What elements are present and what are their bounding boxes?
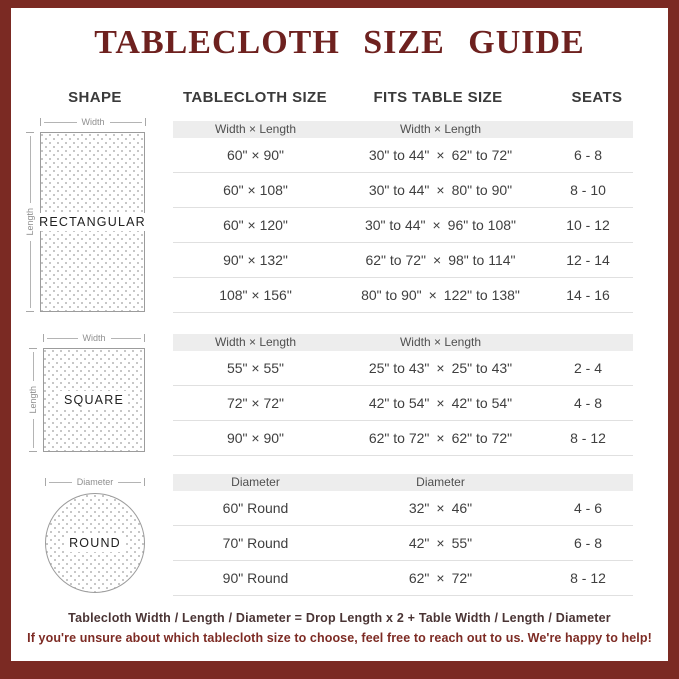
fits-table-size-cell: 32" × 46"	[408, 500, 473, 516]
tablecloth-size-cell: 72" × 72"	[226, 395, 285, 411]
square-length-dimension	[28, 348, 38, 452]
round-size-table	[173, 474, 633, 596]
dimension-tick	[29, 348, 37, 349]
tablecloth-size-cell: 55" × 55"	[226, 360, 285, 376]
fits-table-size-cell: 30" to 44" × 62" to 72"	[368, 147, 513, 163]
tablecloth-size-cell: 108" × 156"	[219, 287, 292, 303]
seats-cell: 8 - 12	[570, 430, 606, 446]
seats-cell: 6 - 8	[573, 535, 602, 551]
fits-table-size-subheader: Width × Length	[399, 122, 482, 136]
rectangular-size-table	[173, 121, 633, 313]
tablecloth-size-cell: 60" Round	[222, 500, 289, 516]
dimension-line	[47, 338, 78, 339]
length-dimension-label: Length	[25, 208, 35, 236]
table-row	[173, 421, 633, 456]
column-header-shape: SHAPE	[68, 89, 122, 106]
dimension-tick	[40, 118, 41, 126]
dimension-line	[111, 338, 142, 339]
dimension-line	[33, 419, 34, 448]
dimension-line	[30, 136, 31, 203]
square-size-table	[173, 334, 633, 456]
dimension-line	[44, 122, 77, 123]
column-header-seats: SEATS	[571, 89, 623, 106]
rectangular-length-dimension	[25, 132, 35, 312]
dimension-line	[118, 482, 141, 483]
table-header-band	[173, 121, 633, 138]
square-width-dimension	[43, 333, 145, 343]
round-shape-label: ROUND	[65, 534, 125, 552]
table-row	[173, 138, 633, 173]
seats-cell: 4 - 8	[573, 395, 602, 411]
dimension-tick	[26, 311, 34, 312]
tablecloth-size-cell: 90" Round	[222, 570, 289, 586]
rectangular-width-dimension	[40, 117, 146, 127]
dimension-tick	[145, 118, 146, 126]
length-dimension-label: Length	[28, 386, 38, 414]
table-header-band	[173, 474, 633, 491]
dimension-tick	[144, 334, 145, 342]
rectangular-shape-label: RECTANGULAR	[35, 213, 150, 231]
help-note-text: If you're unsure about which tablecloth size to choose, feel free to reach out to us. We're happy to help!	[27, 631, 652, 645]
table-row	[173, 386, 633, 421]
dimension-line	[33, 352, 34, 381]
tablecloth-size-cell: 90" × 132"	[223, 252, 288, 268]
tablecloth-size-subheader: Width × Length	[214, 335, 297, 349]
dimension-line	[110, 122, 143, 123]
seats-cell: 2 - 4	[573, 360, 602, 376]
seats-cell: 4 - 6	[573, 500, 602, 516]
sizing-formula-text: Tablecloth Width / Length / Diameter = Drop Length x 2 + Table Width / Length / Diameter	[68, 611, 611, 625]
seats-cell: 12 - 14	[566, 252, 610, 268]
table-row	[173, 526, 633, 561]
tablecloth-size-cell: 60" × 120"	[223, 217, 288, 233]
table-row	[173, 243, 633, 278]
dimension-tick	[45, 478, 46, 486]
square-shape-label: SQUARE	[60, 391, 128, 409]
table-header-band	[173, 334, 633, 351]
table-row	[173, 278, 633, 313]
fits-table-size-cell: 62" to 72" × 62" to 72"	[368, 430, 513, 446]
table-row	[173, 173, 633, 208]
fits-table-size-cell: 30" to 44" × 96" to 108"	[364, 217, 517, 233]
width-dimension-label: Width	[81, 117, 105, 127]
dimension-tick	[144, 478, 145, 486]
fits-table-size-cell: 42" × 55"	[408, 535, 473, 551]
round-shape-diagram	[45, 493, 145, 593]
tablecloth-size-subheader: Diameter	[231, 475, 280, 489]
tablecloth-size-subheader: Width × Length	[214, 122, 297, 136]
table-row	[173, 491, 633, 526]
round-diameter-dimension	[45, 477, 145, 487]
tablecloth-size-cell: 60" × 108"	[223, 182, 288, 198]
seats-cell: 10 - 12	[566, 217, 610, 233]
fits-table-size-cell: 30" to 44" × 80" to 90"	[368, 182, 513, 198]
width-dimension-label: Width	[82, 333, 106, 343]
tablecloth-size-cell: 60" × 90"	[226, 147, 285, 163]
column-header-fits-table-size: FITS TABLE SIZE	[373, 89, 503, 106]
tablecloth-size-cell: 70" Round	[222, 535, 289, 551]
dimension-tick	[26, 132, 34, 133]
diameter-dimension-label: Diameter	[76, 477, 114, 487]
table-row	[173, 351, 633, 386]
fits-table-size-cell: 42" to 54" × 42" to 54"	[368, 395, 513, 411]
rectangular-shape-diagram	[40, 132, 145, 312]
table-row	[173, 561, 633, 596]
fits-table-size-subheader: Width × Length	[399, 335, 482, 349]
seats-cell: 6 - 8	[573, 147, 602, 163]
seats-cell: 8 - 10	[570, 182, 606, 198]
fits-table-size-cell: 80" to 90" × 122" to 138"	[361, 287, 520, 303]
tablecloth-size-cell: 90" × 90"	[226, 430, 285, 446]
square-shape-diagram	[43, 348, 145, 452]
table-row	[173, 208, 633, 243]
dimension-tick	[43, 334, 44, 342]
fits-table-size-cell: 25" to 43" × 25" to 43"	[368, 360, 513, 376]
seats-cell: 14 - 16	[566, 287, 610, 303]
dimension-line	[30, 241, 31, 308]
fits-table-size-subheader: Diameter	[416, 475, 465, 489]
dimension-line	[49, 482, 72, 483]
column-header-tablecloth-size: TABLECLOTH SIZE	[182, 89, 328, 106]
seats-cell: 8 - 12	[570, 570, 606, 586]
dimension-tick	[29, 451, 37, 452]
fits-table-size-cell: 62" × 72"	[408, 570, 473, 586]
fits-table-size-cell: 62" to 72" × 98" to 114"	[365, 252, 516, 268]
page-title: TABLECLOTH SIZE GUIDE	[94, 24, 585, 61]
